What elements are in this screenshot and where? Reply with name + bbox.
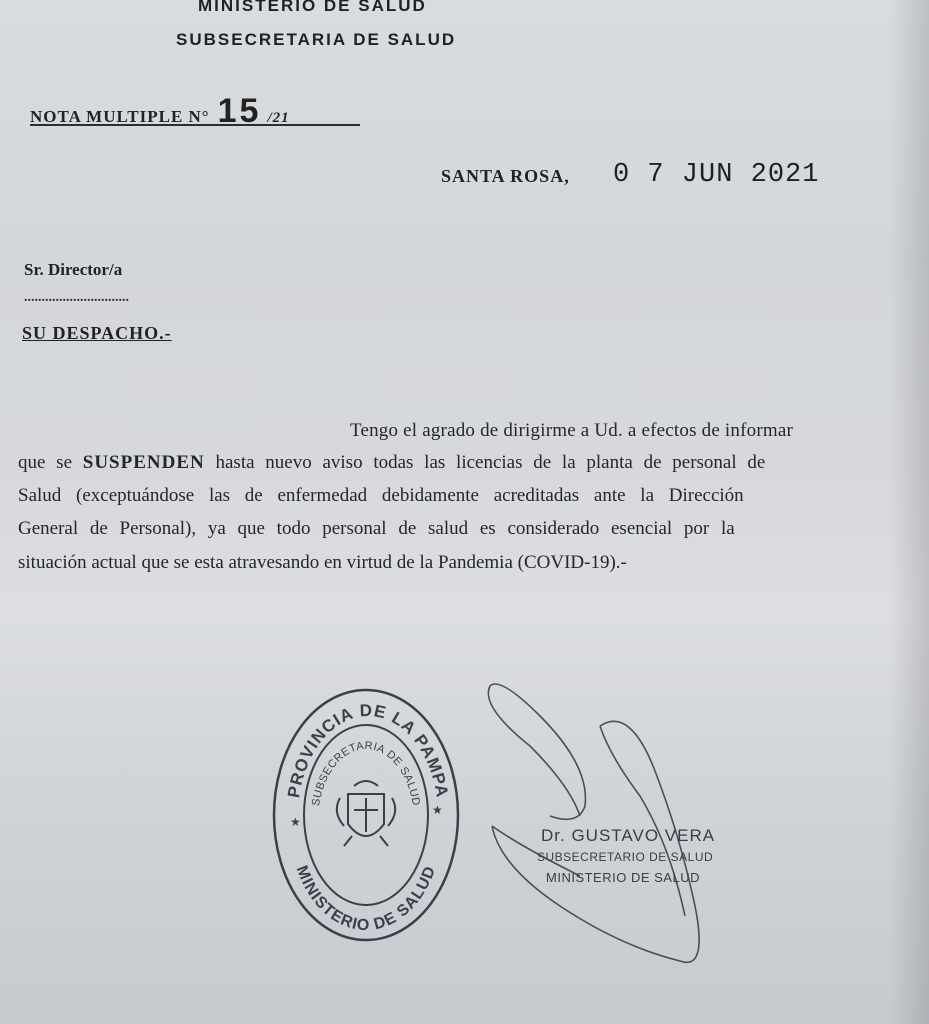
seal-star-right: ★ [432,803,443,817]
body-emphasis: SUSPENDEN [82,452,205,473]
body-line-5: situación actual que se esta atravesando en virtud de la Pandemia (COVID-19).- [18,552,627,573]
signatory-org: MINISTERIO DE SALUD [546,870,700,885]
header-ministry: MINISTERIO DE SALUD [198,0,427,15]
recipient-title: Sr. Director/a [24,260,123,279]
note-underline [30,124,360,126]
body-line-2-post: hasta nuevo aviso todas las licencias de la planta de personal de [204,452,766,473]
date-stamp: 0 7 JUN 2021 [613,160,820,190]
page-shadow [889,0,929,1024]
signatory-name: Dr. GUSTAVO VERA [541,826,716,845]
body-line-3: Salud (exceptuándose las de enfermedad debidamente acreditadas ante la Dirección [18,485,744,506]
note-number: 15 [217,92,262,130]
note-label: NOTA MULTIPLE N° [30,107,210,126]
seal-text-top: PROVINCIA DE LA PAMPA [284,700,452,800]
header-subsecretary: SUBSECRETARIA DE SALUD [176,30,457,49]
official-seal [268,686,464,944]
coat-of-arms-icon [337,781,395,846]
recipient-office: SU DESPACHO.- [22,323,172,343]
body-line-4: General de Personal), ya que todo personal de salud es considerado esencial por la [18,518,735,539]
signatory-role: SUBSECRETARIO DE SALUD [537,850,714,864]
seal-text-inner: SUBSECRETARIA DE SALUD [310,739,422,807]
body-line-1: Tengo el agrado de dirigirme a Ud. a efectos de informar [350,420,793,441]
place: SANTA ROSA, [441,166,570,186]
body-line-2-pre: que se [18,452,83,473]
note-year: /21 [267,110,290,126]
seal-star-left: ★ [290,815,301,829]
seal-text-bottom: MINISTERIO DE SALUD [292,863,440,935]
body-line-2 [18,452,765,474]
recipient-blank: .............................. [24,290,129,305]
